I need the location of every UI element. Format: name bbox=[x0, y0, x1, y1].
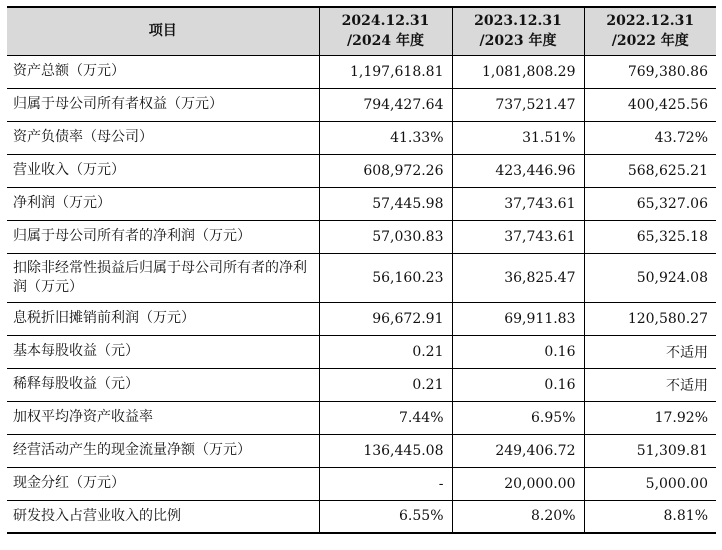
value-2022: 50,924.08 bbox=[584, 253, 716, 302]
value-2022: 51,309.81 bbox=[584, 434, 716, 467]
row-label: 加权平均净资产收益率 bbox=[7, 401, 319, 434]
header-2024 bbox=[319, 7, 452, 55]
table-row bbox=[7, 302, 716, 335]
header-2023-date: 2023.12.31 bbox=[474, 13, 562, 30]
value-2023: 20,000.00 bbox=[452, 467, 584, 500]
value-2023: 249,406.72 bbox=[452, 434, 584, 467]
value-2024: 41.33% bbox=[319, 121, 452, 154]
financial-table-container bbox=[7, 6, 716, 534]
row-label: 经营活动产生的现金流量净额（万元） bbox=[7, 434, 319, 467]
value-2024: 56,160.23 bbox=[319, 253, 452, 302]
value-2023: 423,446.96 bbox=[452, 154, 584, 187]
table-row bbox=[7, 401, 716, 434]
value-2024: 96,672.91 bbox=[319, 302, 452, 335]
table-row bbox=[7, 434, 716, 467]
value-2024: 0.21 bbox=[319, 335, 452, 368]
value-2022: 568,625.21 bbox=[584, 154, 716, 187]
row-label: 归属于母公司所有者的净利润（万元） bbox=[7, 220, 319, 253]
value-2024: 136,445.08 bbox=[319, 434, 452, 467]
header-2023 bbox=[452, 7, 584, 55]
value-2023: 69,911.83 bbox=[452, 302, 584, 335]
financial-data-table bbox=[7, 6, 716, 534]
value-2023: 37,743.61 bbox=[452, 187, 584, 220]
header-2024-date: 2024.12.31 bbox=[341, 13, 430, 30]
value-2022: 65,327.06 bbox=[584, 187, 716, 220]
table-row bbox=[7, 187, 716, 220]
row-label: 营业收入（万元） bbox=[7, 154, 319, 187]
table-header-row bbox=[7, 7, 716, 55]
header-item bbox=[7, 7, 319, 55]
table-row bbox=[7, 368, 716, 401]
value-2022: 769,380.86 bbox=[584, 55, 716, 88]
row-label: 研发投入占营业收入的比例 bbox=[7, 500, 319, 533]
value-2023: 1,081,808.29 bbox=[452, 55, 584, 88]
value-2024: 6.55% bbox=[319, 500, 452, 533]
row-label: 资产负债率（母公司） bbox=[7, 121, 319, 154]
value-2024: - bbox=[319, 467, 452, 500]
table-row bbox=[7, 500, 716, 533]
value-2024: 57,030.83 bbox=[319, 220, 452, 253]
value-2024: 608,972.26 bbox=[319, 154, 452, 187]
row-label: 归属于母公司所有者权益（万元） bbox=[7, 88, 319, 121]
header-2022-date: 2022.12.31 bbox=[606, 13, 695, 30]
table-row bbox=[7, 121, 716, 154]
value-2023: 31.51% bbox=[452, 121, 584, 154]
value-2023: 6.95% bbox=[452, 401, 584, 434]
header-2022-year: /2022 年度 bbox=[611, 33, 689, 50]
row-label: 净利润（万元） bbox=[7, 187, 319, 220]
value-2022: 120,580.27 bbox=[584, 302, 716, 335]
value-2022: 5,000.00 bbox=[584, 467, 716, 500]
value-2023: 0.16 bbox=[452, 368, 584, 401]
value-2024: 7.44% bbox=[319, 401, 452, 434]
value-2024: 1,197,618.81 bbox=[319, 55, 452, 88]
value-2023: 737,521.47 bbox=[452, 88, 584, 121]
header-2024-year: /2024 年度 bbox=[347, 33, 424, 50]
table-body bbox=[7, 55, 716, 533]
table-row bbox=[7, 335, 716, 368]
table-row bbox=[7, 88, 716, 121]
value-2022: 65,325.18 bbox=[584, 220, 716, 253]
table-row bbox=[7, 154, 716, 187]
row-label: 现金分红（万元） bbox=[7, 467, 319, 500]
row-label: 扣除非经常性损益后归属于母公司所有者的净利润（万元） bbox=[7, 253, 319, 302]
value-2022: 不适用 bbox=[584, 368, 716, 401]
value-2023: 37,743.61 bbox=[452, 220, 584, 253]
value-2024: 57,445.98 bbox=[319, 187, 452, 220]
value-2023: 8.20% bbox=[452, 500, 584, 533]
value-2024: 0.21 bbox=[319, 368, 452, 401]
table-row bbox=[7, 253, 716, 302]
value-2022: 8.81% bbox=[584, 500, 716, 533]
header-item-label: 项目 bbox=[148, 23, 177, 40]
row-label: 稀释每股收益（元） bbox=[7, 368, 319, 401]
table-row bbox=[7, 467, 716, 500]
header-2022 bbox=[584, 7, 716, 55]
value-2024: 794,427.64 bbox=[319, 88, 452, 121]
table-row bbox=[7, 55, 716, 88]
table-row bbox=[7, 220, 716, 253]
row-label: 资产总额（万元） bbox=[7, 55, 319, 88]
value-2023: 36,825.47 bbox=[452, 253, 584, 302]
value-2022: 43.72% bbox=[584, 121, 716, 154]
header-2023-year: /2023 年度 bbox=[479, 33, 557, 50]
value-2022: 不适用 bbox=[584, 335, 716, 368]
row-label: 息税折旧摊销前利润（万元） bbox=[7, 302, 319, 335]
row-label: 基本每股收益（元） bbox=[7, 335, 319, 368]
value-2022: 17.92% bbox=[584, 401, 716, 434]
value-2023: 0.16 bbox=[452, 335, 584, 368]
value-2022: 400,425.56 bbox=[584, 88, 716, 121]
